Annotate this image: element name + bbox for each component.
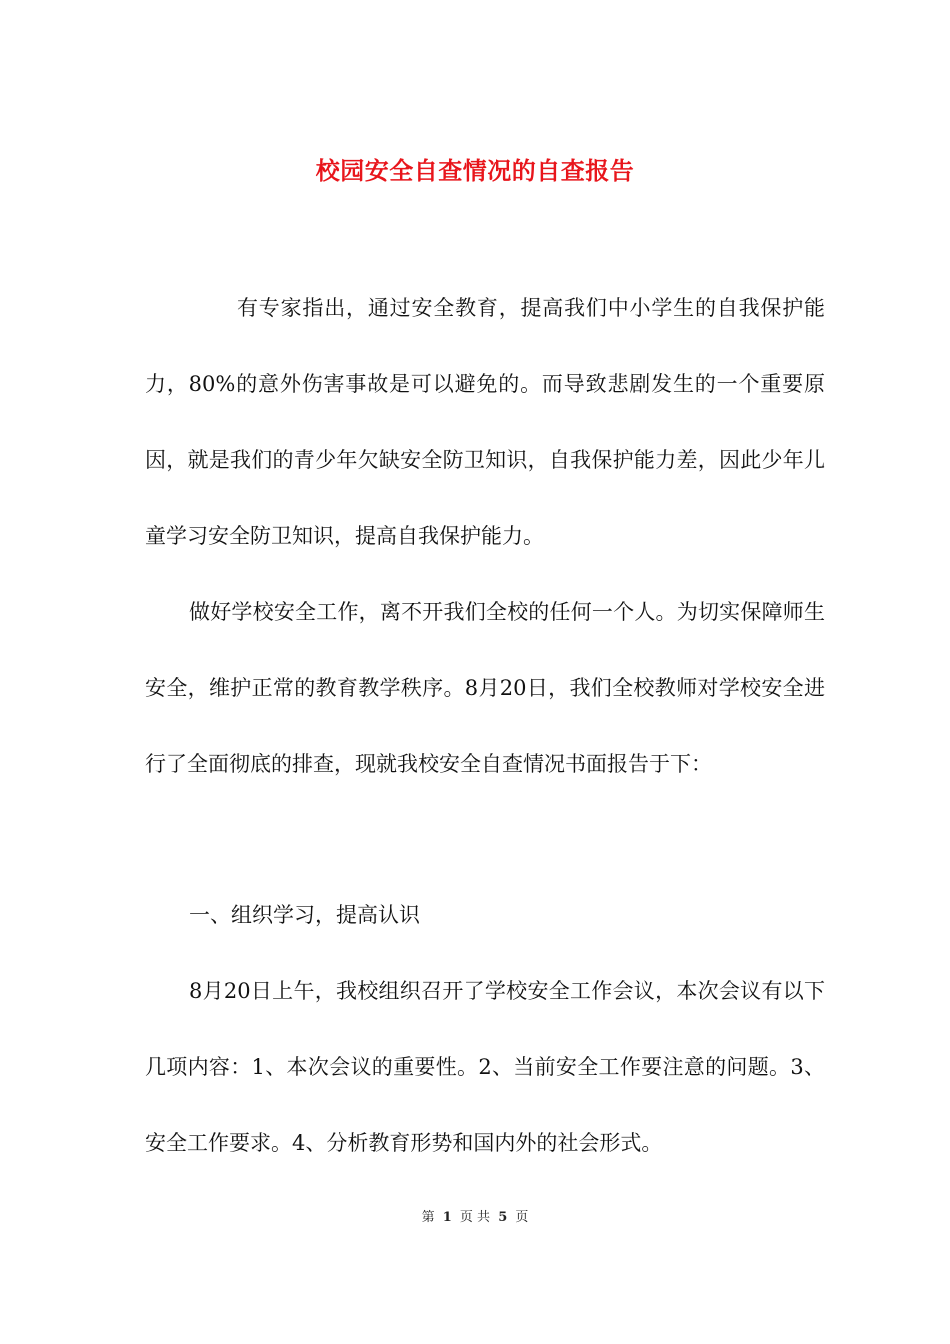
footer-current-page: 1 bbox=[442, 1210, 452, 1225]
document-title: 校园安全自查情况的自查报告 bbox=[315, 156, 635, 186]
footer-prefix: 第 bbox=[421, 1210, 435, 1225]
paragraph-intro: 有专家指出，通过安全教育，提高我们中小学生的自我保护能力，80%的意外伤害事故是可以避免的。而导致悲剧发生的一个重要原因，就是我们的青少年欠缺安全防卫知识，自我保护能力差，因此少年儿童学习安全防卫知识，提高自我保护能力。 bbox=[145, 296, 825, 548]
paragraph-meeting: 8月20日上午，我校组织召开了学校安全工作会议，本次会议有以下几项内容：1、本次会议的重要性。2、当前安全工作要注意的问题。3、安全工作要求。4、分析教育形势和国内外的社会形式。 bbox=[145, 979, 825, 1155]
page-footer bbox=[0, 1208, 950, 1228]
paragraph-safety-work: 做好学校安全工作，离不开我们全校的任何一个人。为切实保障师生安全，维护正常的教育教学秩序。8月20日，我们全校教师对学校安全进行了全面彻底的排查，现就我校安全自查情况书面报告于下： bbox=[145, 600, 825, 776]
section-heading-organize-study: 一、组织学习，提高认识 bbox=[189, 903, 420, 927]
footer-suffix: 页 bbox=[515, 1210, 529, 1225]
footer-middle: 页 共 bbox=[459, 1210, 491, 1225]
footer-total-pages: 5 bbox=[498, 1210, 508, 1225]
